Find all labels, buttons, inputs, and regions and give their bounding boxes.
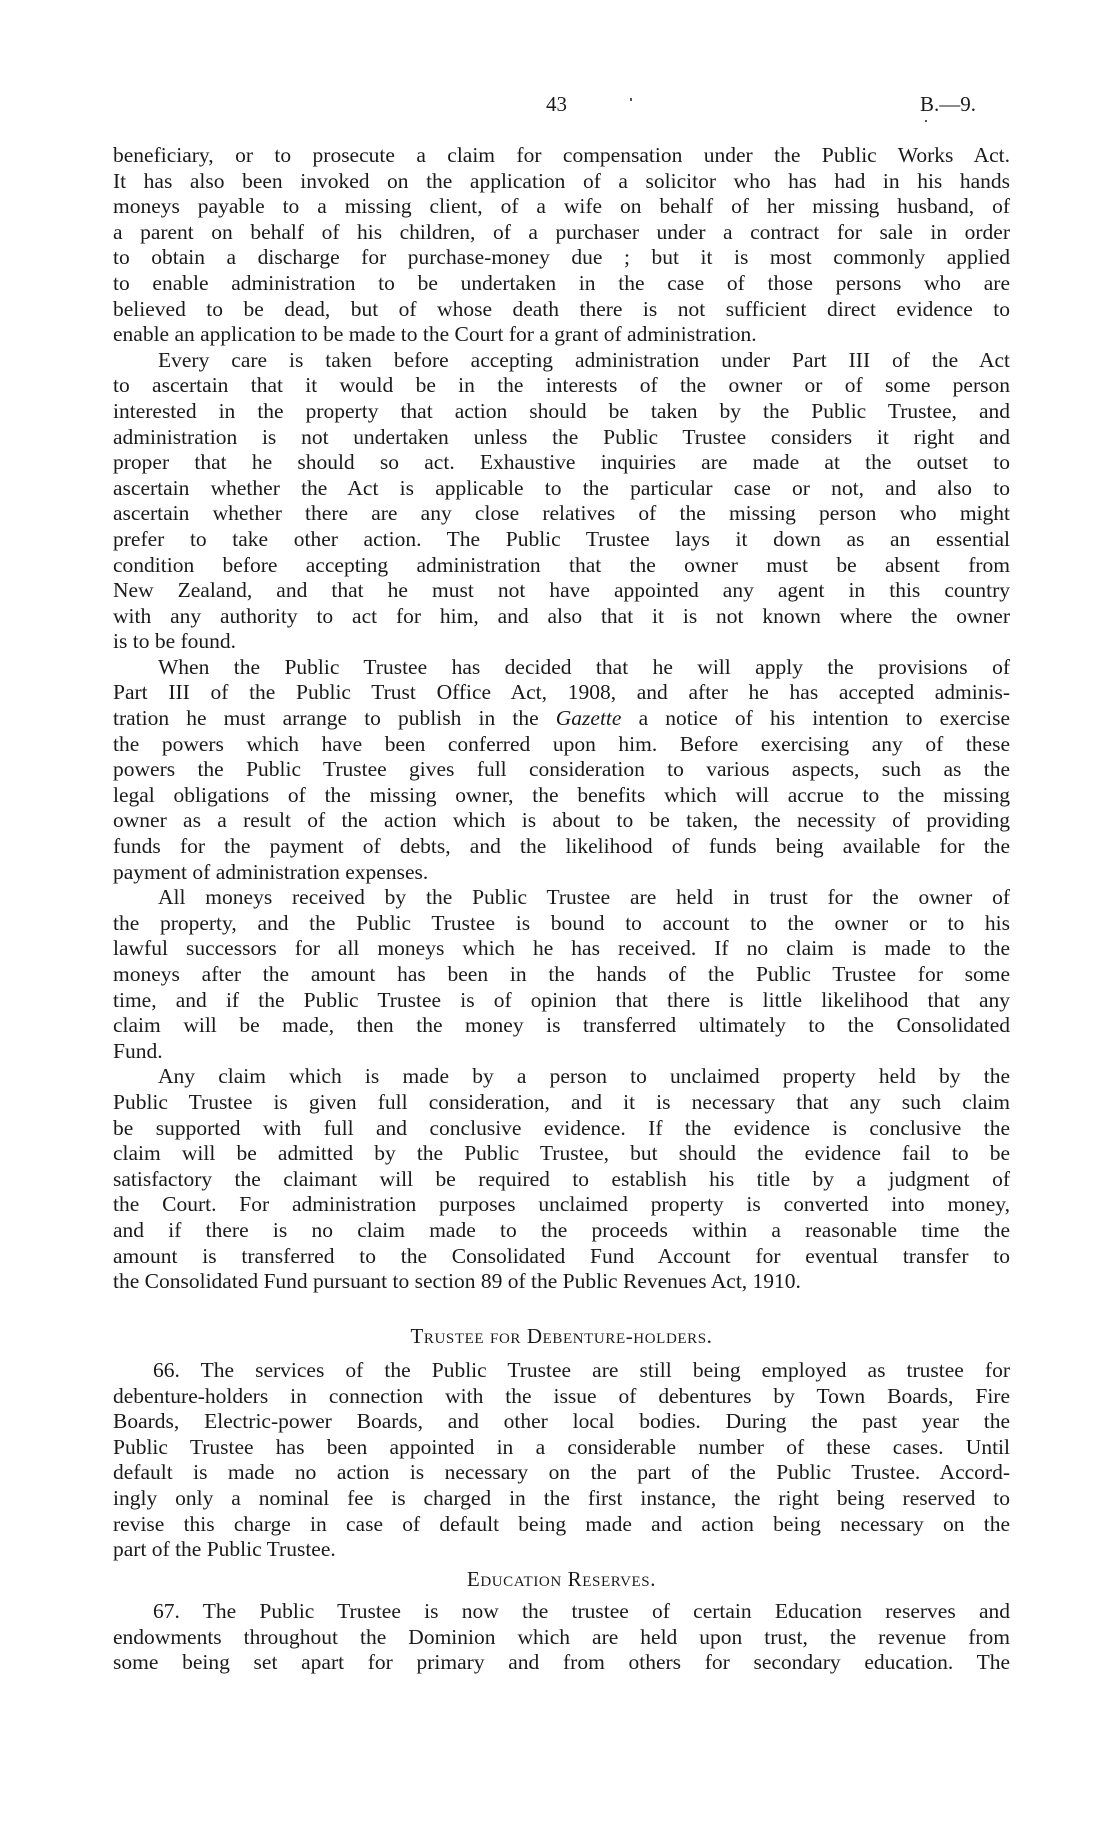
- body-text: [113, 143, 1010, 1295]
- page-number: 43: [546, 92, 567, 116]
- paragraph-every-care: [113, 348, 1010, 655]
- text-line: Public Trustee has been appointed in a considerable number of these cases. Until: [113, 1434, 1010, 1459]
- paragraph-continuation: [113, 143, 1010, 348]
- section-66-text: [113, 1358, 1010, 1563]
- text-line: to enable administration to be undertaken in the case of those persons who are: [113, 270, 1010, 295]
- text-line: be supported with full and conclusive evidence. If the evidence is conclusive the: [113, 1115, 1010, 1140]
- gazette-italic: Gazette: [555, 706, 622, 731]
- text-line: legal obligations of the missing owner, the benefits which will accrue to the missing: [113, 782, 1010, 807]
- text-line: ascertain whether the Act is applicable to the particular case or not, and also to: [113, 475, 1010, 500]
- paragraph-any-claim: [113, 1064, 1010, 1294]
- section-heading-debenture-holders: Trustee for Debenture-holders.: [410, 1324, 713, 1348]
- text-line: Every care is taken before accepting administration under Part III of the Act: [158, 347, 1010, 372]
- text-line: Fund.: [113, 1038, 163, 1063]
- text-line: Boards, Electric-power Boards, and other local bodies. During the past year the: [113, 1409, 1010, 1434]
- text-line: moneys after the amount has been in the hands of the Public Trustee for some: [113, 962, 1010, 986]
- text-line: owner as a result of the action which is about to be taken, the necessity of providing: [113, 808, 1010, 833]
- text-line: the property, and the Public Trustee is bound to account to the owner or to his: [113, 910, 1010, 935]
- text-line: and if there is no claim made to the proceeds within a reasonable time the: [113, 1217, 1010, 1242]
- paragraph-when-the-public-trustee: [113, 655, 1010, 885]
- text-line: powers the Public Trustee gives full consideration to various aspects, such as the: [113, 757, 1010, 782]
- text-line: administration is not undertaken unless the Public Trustee considers it right and: [113, 424, 1010, 449]
- text-line: believed to be dead, but of whose death there is not sufficient direct evidence to: [113, 296, 1010, 321]
- text-line: Public Trustee is given full consideration, and it is necessary that any such claim: [113, 1089, 1010, 1114]
- scan-artifact-mark: [630, 98, 632, 101]
- page-header: [0, 92, 1114, 122]
- text-line: interested in the property that action should be taken by the Public Trustee, and: [113, 398, 1010, 423]
- text-line: Any claim which is made by a person to unclaimed property held by the: [158, 1064, 1010, 1089]
- text-line: New Zealand, and that he must not have appointed any agent in this country: [113, 578, 1010, 603]
- text-line: moneys payable to a missing client, of a wife on behalf of her missing husband, of: [113, 194, 1010, 219]
- text-line: to obtain a discharge for purchase-money due ; but it is most commonly applied: [113, 245, 1010, 270]
- text-line: the Court. For administration purposes unclaimed property is converted into money,: [113, 1192, 1010, 1217]
- text-fragment: tration he must arrange to publish in the: [113, 706, 539, 731]
- text-line: a parent on behalf of his children, of a purchaser under a contract for sale in order: [113, 219, 1010, 244]
- text-line: All moneys received by the Public Trustee are held in trust for the owner of: [158, 885, 1010, 910]
- text-line: some being set apart for primary and from others for secondary education. The: [113, 1650, 1010, 1675]
- text-line: proper that he should so act. Exhaustive inquiries are made at the outset to: [113, 450, 1010, 475]
- text-line: is to be found.: [113, 629, 237, 654]
- text-line: debenture-holders in connection with the issue of debentures by Town Boards, Fire: [113, 1383, 1010, 1408]
- text-line: claim will be made, then the money is transferred ultimately to the Consolidated: [113, 1013, 1010, 1038]
- text-line: to ascertain that it would be in the interests of the owner or of some person: [113, 373, 1010, 398]
- text-line: 67. The Public Trustee is now the trustee of certain Education reserves and: [153, 1599, 1010, 1623]
- section-67-text: [113, 1599, 1010, 1676]
- text-line: Part III of the Public Trust Office Act, 1908, and after he has accepted adminis-: [113, 680, 1010, 705]
- text-line: amount is transferred to the Consolidated Fund Account for eventual transfer to: [113, 1243, 1010, 1268]
- text-line: part of the Public Trustee.: [113, 1537, 336, 1562]
- text-line: When the Public Trustee has decided that he will apply the provisions of: [158, 654, 1010, 679]
- scan-artifact-dot: [925, 120, 927, 122]
- text-line: ascertain whether there are any close relatives of the missing person who might: [113, 501, 1010, 526]
- text-line: funds for the payment of debts, and the likelihood of funds being available for the: [113, 834, 1010, 859]
- text-line: prefer to take other action. The Public Trustee lays it down as an essential: [113, 526, 1010, 551]
- text-line: revise this charge in case of default being made and action being necessary on the: [113, 1511, 1010, 1536]
- text-line: condition before accepting administration that the owner must be absent from: [113, 552, 1010, 577]
- text-line: beneficiary, or to prosecute a claim for compensation under the Public Works Act.: [113, 143, 1010, 167]
- paragraph-all-moneys: [113, 885, 1010, 1064]
- text-line: claim will be admitted by the Public Trustee, but should the evidence fail to be: [113, 1141, 1010, 1166]
- text-line: with any authority to act for him, and also that it is not known where the owner: [113, 603, 1010, 628]
- text-line: enable an application to be made to the Court for a grant of administration.: [113, 322, 757, 347]
- text-line: payment of administration expenses.: [113, 859, 429, 884]
- text-line: lawful successors for all moneys which he has received. If no claim is made to the: [113, 936, 1010, 961]
- text-line: the Consolidated Fund pursuant to section 89 of the Public Revenues Act, 1910.: [113, 1269, 801, 1294]
- section-heading-education-reserves: Education Reserves.: [466, 1567, 657, 1591]
- text-line: It has also been invoked on the application of a solicitor who has had in his hands: [113, 168, 1010, 193]
- text-line: the powers which have been conferred upon him. Before exercising any of these: [113, 731, 1010, 756]
- text-fragment: a notice of his intention to exercise: [638, 706, 1011, 731]
- text-line: satisfactory the claimant will be required to establish his title by a judgment of: [113, 1166, 1010, 1191]
- text-line: time, and if the Public Trustee is of opinion that there is little likelihood that any: [113, 987, 1010, 1012]
- text-line: default is made no action is necessary on the part of the Public Trustee. Accord-: [113, 1460, 1010, 1485]
- text-line: endowments throughout the Dominion which are held upon trust, the revenue from: [113, 1624, 1010, 1649]
- text-line: 66. The services of the Public Trustee are still being employed as trustee for: [153, 1358, 1010, 1382]
- text-line: [113, 706, 1010, 732]
- document-reference: B.—9.: [920, 92, 977, 116]
- text-line: ingly only a nominal fee is charged in the first instance, the right being reserved to: [113, 1485, 1010, 1510]
